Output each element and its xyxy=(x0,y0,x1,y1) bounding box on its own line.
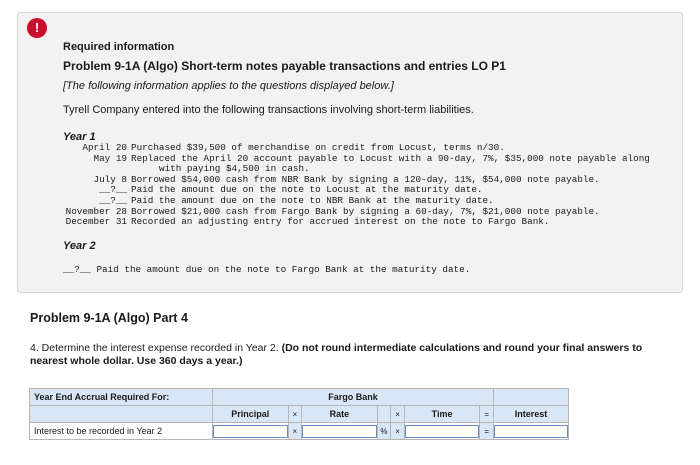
question-text: 4. Determine the interest expense recorded in Year 2. (Do not round intermediate calculations and round your final answers to nearest whole dollar. Use 360 days a year.) xyxy=(30,342,643,367)
times-sign: × xyxy=(288,423,302,440)
transaction-row: April 20 Purchased $39,500 of merchandise on credit from Locust, terms n/30. xyxy=(82,142,505,153)
times-sign: × xyxy=(391,423,405,440)
rate-input[interactable] xyxy=(302,425,377,438)
time-cell[interactable] xyxy=(404,423,480,440)
intro-text: Tyrell Company entered into the following transactions involving short-term liabilities. xyxy=(63,104,474,116)
transaction-row: __?__ Paid the amount due on the note to NBR Bank at the maturity date. xyxy=(99,194,494,206)
fargo-bank-header: Fargo Bank xyxy=(213,389,494,406)
equals-sign: = xyxy=(480,423,494,440)
interest-input[interactable] xyxy=(494,425,568,438)
year1-label: Year 1 xyxy=(63,131,96,143)
principal-cell[interactable] xyxy=(213,423,289,440)
year2-transaction: __?__ Paid the amount due on the note to Fargo Bank at the maturity date. xyxy=(63,264,471,275)
principal-header: Principal xyxy=(213,406,289,423)
rate-header: Rate xyxy=(302,406,378,423)
transaction-row: with paying $4,500 in cash. xyxy=(159,163,310,175)
time-input[interactable] xyxy=(405,425,480,438)
transaction-row: May 19 Replaced the April 20 account payable to Locust with a 90-day, 7%, $35,000 note payable along xyxy=(93,152,650,164)
transaction-row: November 28 Borrowed $21,000 cash from Fargo Bank by signing a 60-day, 7%, $21,000 note payable. xyxy=(65,205,600,217)
part4-title: Problem 9-1A (Algo) Part 4 xyxy=(30,311,188,325)
problem-title: Problem 9-1A (Algo) Short-term notes payable transactions and entries LO P1 xyxy=(63,59,506,73)
year1-transactions xyxy=(40,143,700,228)
required-info-heading: Required information xyxy=(63,41,175,53)
interest-header: Interest xyxy=(494,406,569,423)
year2-label: Year 2 xyxy=(63,240,96,252)
interest-calculation-table xyxy=(29,388,569,440)
interest-cell[interactable] xyxy=(494,423,569,440)
percent-sign: % xyxy=(377,423,391,440)
equals-sign: = xyxy=(480,406,494,423)
row-header: Year End Accrual Required For: xyxy=(30,389,213,406)
rate-cell[interactable] xyxy=(302,423,378,440)
transaction-row: __?__ Paid the amount due on the note to Locust at the maturity date. xyxy=(99,184,483,196)
transaction-row: July 8 Borrowed $54,000 cash from NBR Bank by signing a 120-day, 11%, $54,000 note payable. xyxy=(93,173,600,185)
info-note: [The following information applies to the questions displayed below.] xyxy=(63,80,394,92)
times-sign: × xyxy=(288,406,302,423)
principal-input[interactable] xyxy=(213,425,288,438)
alert-icon: ! xyxy=(27,18,47,38)
time-header: Time xyxy=(404,406,480,423)
row-label: Interest to be recorded in Year 2 xyxy=(30,423,213,440)
times-sign: × xyxy=(391,406,405,423)
transaction-row: December 31 Recorded an adjusting entry for accrued interest on the note to Fargo Bank. xyxy=(65,216,550,228)
